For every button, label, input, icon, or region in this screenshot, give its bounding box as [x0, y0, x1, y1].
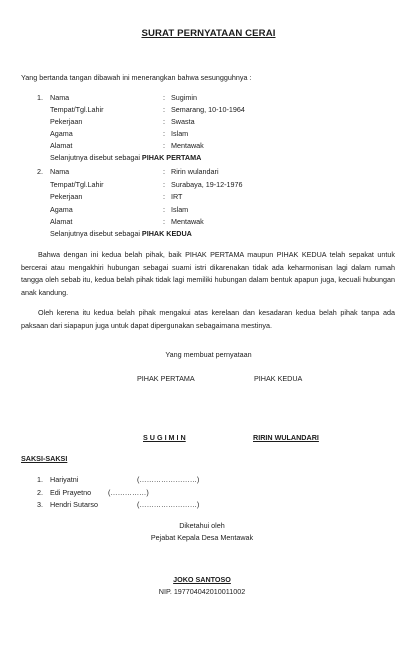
party-2-religion: Islam — [171, 205, 189, 214]
party-2-ttl-label: Tempat/Tgl.Lahir — [50, 180, 104, 189]
signer-1-role: PIHAK PERTAMA — [137, 374, 195, 383]
colon: : — [163, 192, 165, 201]
party-1-name-label: Nama — [50, 93, 70, 102]
party-2-number: 2. — [37, 167, 43, 176]
official-nip: NIP. 197704042010011002 — [158, 587, 246, 596]
party-1-number: 1. — [37, 93, 43, 102]
signer-1-name: S U G I M I N — [143, 433, 186, 442]
colon: : — [163, 205, 165, 214]
party-2-note-prefix: Selanjutnya disebut sebagai — [50, 229, 142, 238]
paragraph-agreement: Bahwa dengan ini kedua belah pihak, baik PIHAK PERTAMA maupun PIHAK KEDUA telah sepakat untuk bercerai atau mengakhiri hubungan sebagai suami istri dikarenakan tidak ada keharmonisan lagi dalam rumah tangga oleh sebab itu, kedua belah pihak tidak lagi memiliki hubungan dalam bentuk apapun juga, kecuali hubungan anak kandung. — [21, 250, 395, 297]
party-2-note — [50, 229, 192, 238]
colon: : — [163, 167, 165, 176]
document-title: SURAT PERNYATAAN CERAI — [141, 28, 276, 39]
made-by-heading: Yang membuat pernyataan — [165, 350, 252, 359]
colon: : — [163, 141, 165, 150]
party-1-religion: Islam — [171, 129, 189, 138]
colon: : — [163, 217, 165, 226]
paragraph-consent: Oleh kerena itu kedua belah pihak mengakui atas kerelaan dan kesadaran kedua belah pihak tanpa ada paksaan dari siapapun juga untuk dapat dipergunakan sebagaimana mestinya. — [21, 308, 395, 330]
party-2-religion-label: Agama — [50, 205, 73, 214]
party-1-role: PIHAK PERTAMA — [141, 153, 202, 162]
colon: : — [163, 105, 165, 114]
party-2-role: PIHAK KEDUA — [141, 229, 192, 238]
witness-3-name: Hendri Sutarso — [50, 500, 98, 509]
party-2-name-label: Nama — [50, 167, 70, 176]
party-1-name: Sugimin — [171, 93, 197, 102]
witness-1-name: Hariyatni — [50, 475, 79, 484]
intro-text: Yang bertanda tangan dibawah ini menerangkan bahwa sesungguhnya : — [21, 73, 252, 82]
witness-3-signature-line: (……………………) — [137, 500, 200, 509]
party-2-ttl: Surabaya, 19-12-1976 — [171, 180, 243, 189]
witness-2-name: Edi Prayetno — [50, 488, 92, 497]
party-2-address-label: Alamat — [50, 217, 73, 226]
acknowledged-label: Diketahui oleh — [179, 521, 225, 530]
party-1-note — [50, 153, 201, 162]
party-1-religion-label: Agama — [50, 129, 73, 138]
party-1-address: Mentawak — [171, 141, 204, 150]
signer-2-name: RIRIN WULANDARI — [253, 433, 319, 442]
party-1-note-prefix: Selanjutnya disebut sebagai — [50, 153, 142, 162]
party-1-job: Swasta — [171, 117, 195, 126]
witness-1-signature-line: (……………………) — [137, 475, 200, 484]
witnesses-heading: SAKSI-SAKSI — [21, 454, 68, 463]
colon: : — [163, 117, 165, 126]
party-2-job-label: Pekerjaan — [50, 192, 83, 201]
party-2-name: Ririn wulandari — [171, 167, 219, 176]
colon: : — [163, 129, 165, 138]
party-1-ttl-label: Tempat/Tgl.Lahir — [50, 105, 104, 114]
official-name: JOKO SANTOSO — [173, 575, 231, 584]
party-2-job: IRT — [171, 192, 183, 201]
party-1-ttl: Semarang, 10-10-1964 — [171, 105, 245, 114]
colon: : — [163, 93, 165, 102]
official-title: Pejabat Kepala Desa Mentawak — [150, 533, 254, 542]
signer-2-role: PIHAK KEDUA — [254, 374, 303, 383]
witness-2-number: 2. — [37, 488, 43, 497]
witness-3-number: 3. — [37, 500, 43, 509]
party-2-address: Mentawak — [171, 217, 204, 226]
party-1-address-label: Alamat — [50, 141, 73, 150]
witness-2-signature-line: (……………) — [108, 488, 149, 497]
colon: : — [163, 180, 165, 189]
witness-1-number: 1. — [37, 475, 43, 484]
party-1-job-label: Pekerjaan — [50, 117, 83, 126]
